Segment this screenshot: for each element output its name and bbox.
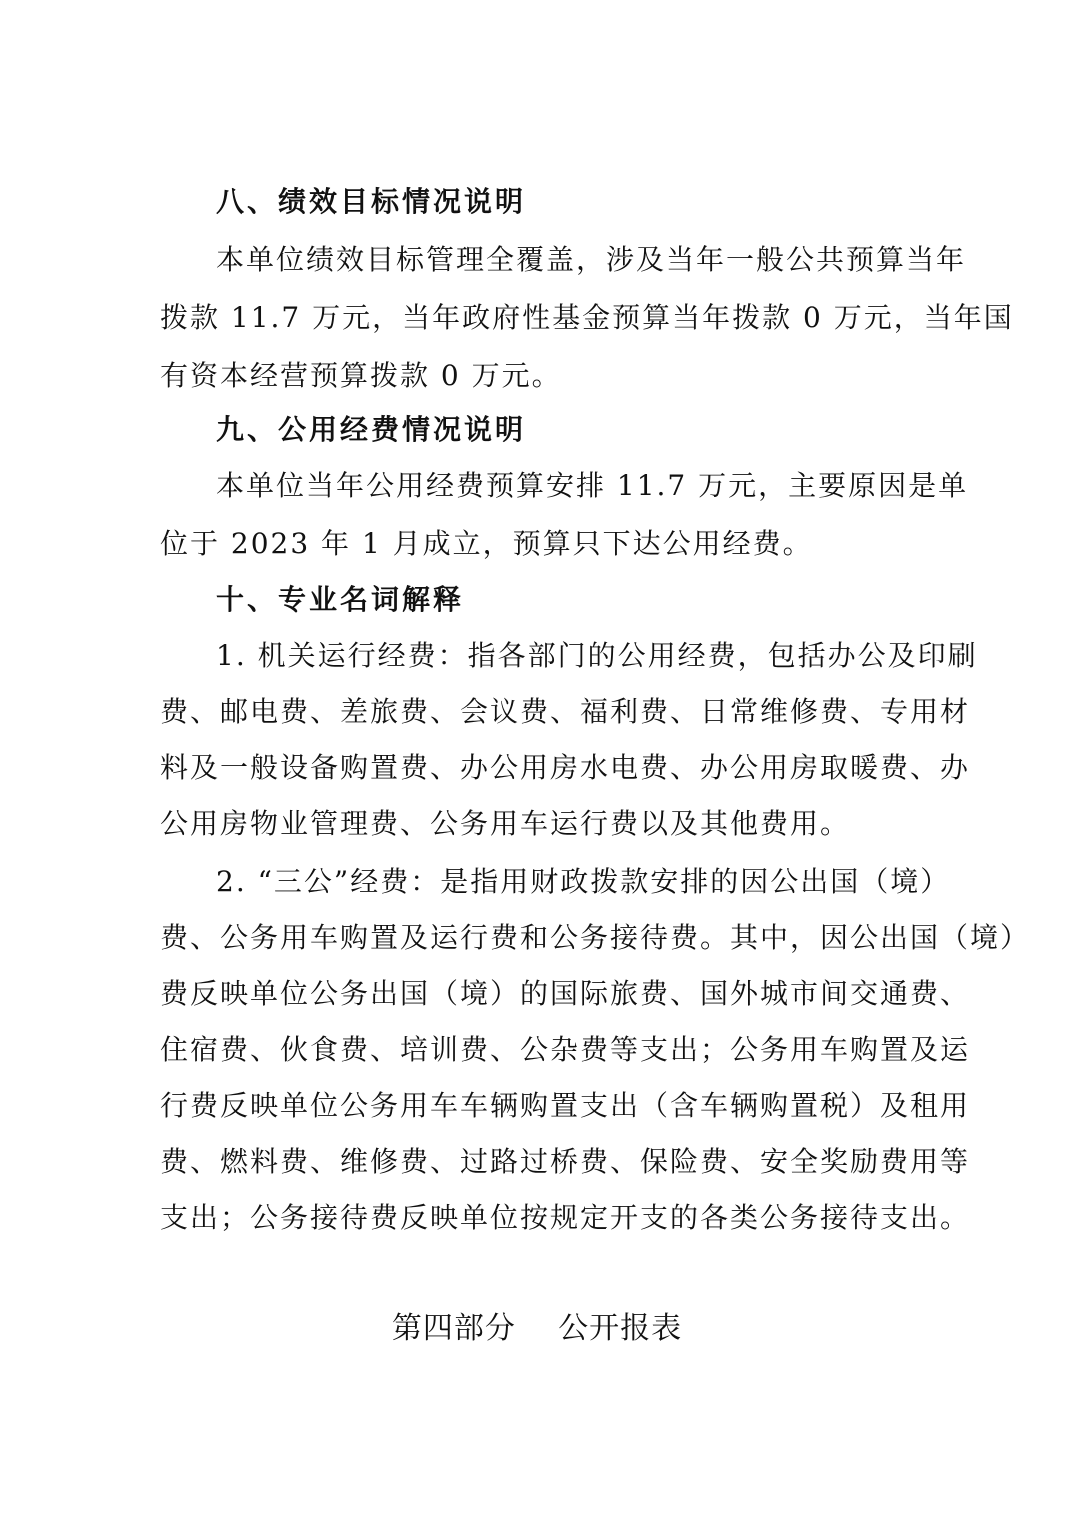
paragraph-line: 支出；公务接待费反映单位按规定开支的各类公务接待支出。 [160,1201,971,1234]
part-title: 第四部分 公开报表 [391,1311,683,1346]
paragraph-line: 有资本经营预算拨款 0 万元。 [160,359,562,392]
paragraph-line: 2. “三公”经费：是指用财政拨款安排的因公出国（境） [216,865,951,898]
paragraph-line: 料及一般设备购置费、办公用房水电费、办公用房取暖费、办 [160,751,971,784]
section-heading-public-funds: 九、公用经费情况说明 [216,413,527,446]
paragraph-line: 公用房物业管理费、公务用车运行费以及其他费用。 [160,807,851,840]
paragraph-line: 行费反映单位公务用车车辆购置支出（含车辆购置税）及租用 [160,1089,971,1122]
paragraph-line: 住宿费、伙食费、培训费、公杂费等支出；公务用车购置及运 [160,1033,971,1066]
paragraph-line: 1. 机关运行经费：指各部门的公用经费，包括办公及印刷 [216,639,978,672]
paragraph-line: 费、公务用车购置及运行费和公务接待费。其中，因公出国（境） [160,921,1031,954]
section-heading-glossary: 十、专业名词解释 [216,583,465,616]
paragraph-line: 本单位绩效目标管理全覆盖，涉及当年一般公共预算当年 [216,243,967,276]
section-heading-performance: 八、绩效目标情况说明 [216,185,527,218]
paragraph-line: 费反映单位公务出国（境）的国际旅费、国外城市间交通费、 [160,977,971,1010]
paragraph-line: 拨款 11.7 万元，当年政府性基金预算当年拨款 0 万元，当年国 [160,301,1014,334]
paragraph-line: 本单位当年公用经费预算安排 11.7 万元，主要原因是单 [216,469,969,502]
paragraph-line: 费、燃料费、维修费、过路过桥费、保险费、安全奖励费用等 [160,1145,971,1178]
paragraph-line: 位于 2023 年 1 月成立，预算只下达公用经费。 [160,527,813,560]
paragraph-line: 费、邮电费、差旅费、会议费、福利费、日常维修费、专用材 [160,695,971,728]
